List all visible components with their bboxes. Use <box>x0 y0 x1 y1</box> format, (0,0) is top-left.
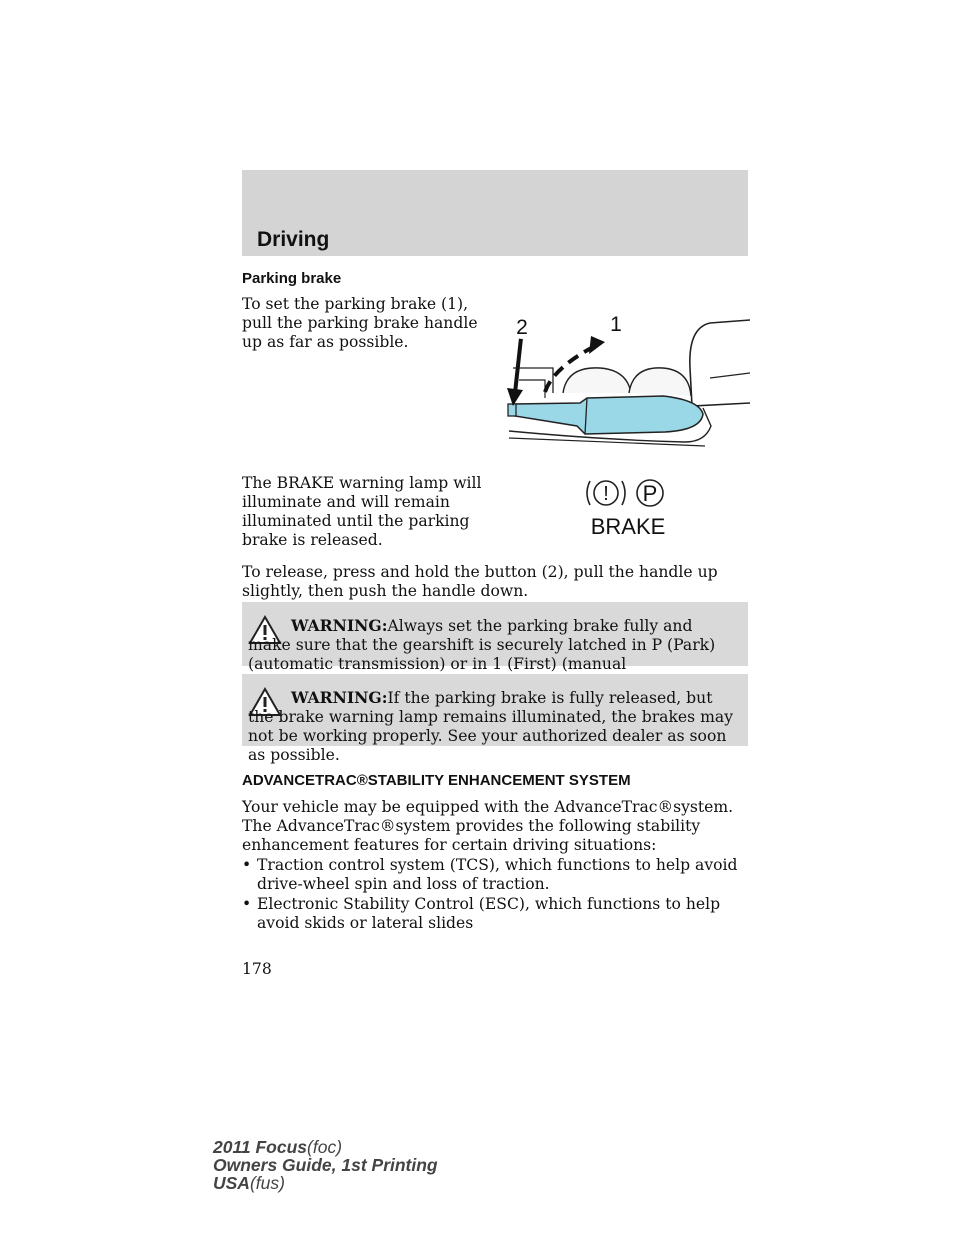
warning-body-2: If the parking brake is fully released, but the brake warning lamp remains illuminated, the brakes may not be working properly. See your authorized dealer as soon as possible. <box>248 689 734 764</box>
warning-box-2 <box>242 674 748 764</box>
brake-warning-lamp-icon <box>580 476 680 538</box>
illustration-label-1: 1 <box>610 313 622 336</box>
warning-box-1 <box>242 602 748 673</box>
illustration-label-2: 2 <box>516 316 528 339</box>
bullet-text-2: Electronic Stability Control (ESC), which functions to help avoid skids or lateral slides <box>257 895 721 932</box>
footer-model: 2011 Focus <box>213 1137 308 1157</box>
parking-brake-heading: Parking brake <box>242 270 342 287</box>
warning-body-1: Always set the parking brake fully and make sure that the gearshift is securely latched in P (Park) (automatic transmission) or in 1 (First) (manual <box>248 617 716 673</box>
section-header-band <box>242 170 748 256</box>
page-number: 178 <box>242 960 272 978</box>
release-text: To release, press and hold the button (2), pull the handle up slightly, then push the handle down. <box>242 563 718 600</box>
warning-label-2: WARNING: <box>291 688 388 707</box>
advancetrac-heading: ADVANCETRAC®STABILITY ENHANCEMENT SYSTEM <box>242 772 631 789</box>
lamp-brake-word: BRAKE <box>590 514 666 538</box>
advancetrac-intro: Your vehicle may be equipped with the AdvanceTrac®system. The AdvanceTrac®system provides the following stability enhancement features for certain driving situations: <box>242 798 734 854</box>
brake-lamp-text: The BRAKE warning lamp will illuminate and will remain illuminated until the parking brake is released. <box>242 474 482 549</box>
lamp-p: P <box>642 481 658 506</box>
parking-brake-set-text: To set the parking brake (1), pull the parking brake handle up as far as possible. <box>242 295 478 351</box>
footer-region-code: (fus) <box>249 1173 285 1193</box>
lamp-exclaim: ! <box>603 483 609 505</box>
footer-print-info <box>213 1138 438 1192</box>
parking-brake-illustration <box>505 308 750 448</box>
section-title: Driving <box>257 228 330 251</box>
footer-guide: Owners Guide, 1st Printing <box>213 1155 438 1175</box>
warning-label-1: WARNING: <box>291 616 388 635</box>
footer-region: USA <box>213 1173 250 1193</box>
footer-model-code: (foc) <box>307 1137 343 1157</box>
warning-text-2 <box>248 688 740 765</box>
bullet-text-1: Traction control system (TCS), which functions to help avoid drive-wheel spin and loss of traction. <box>257 856 738 893</box>
